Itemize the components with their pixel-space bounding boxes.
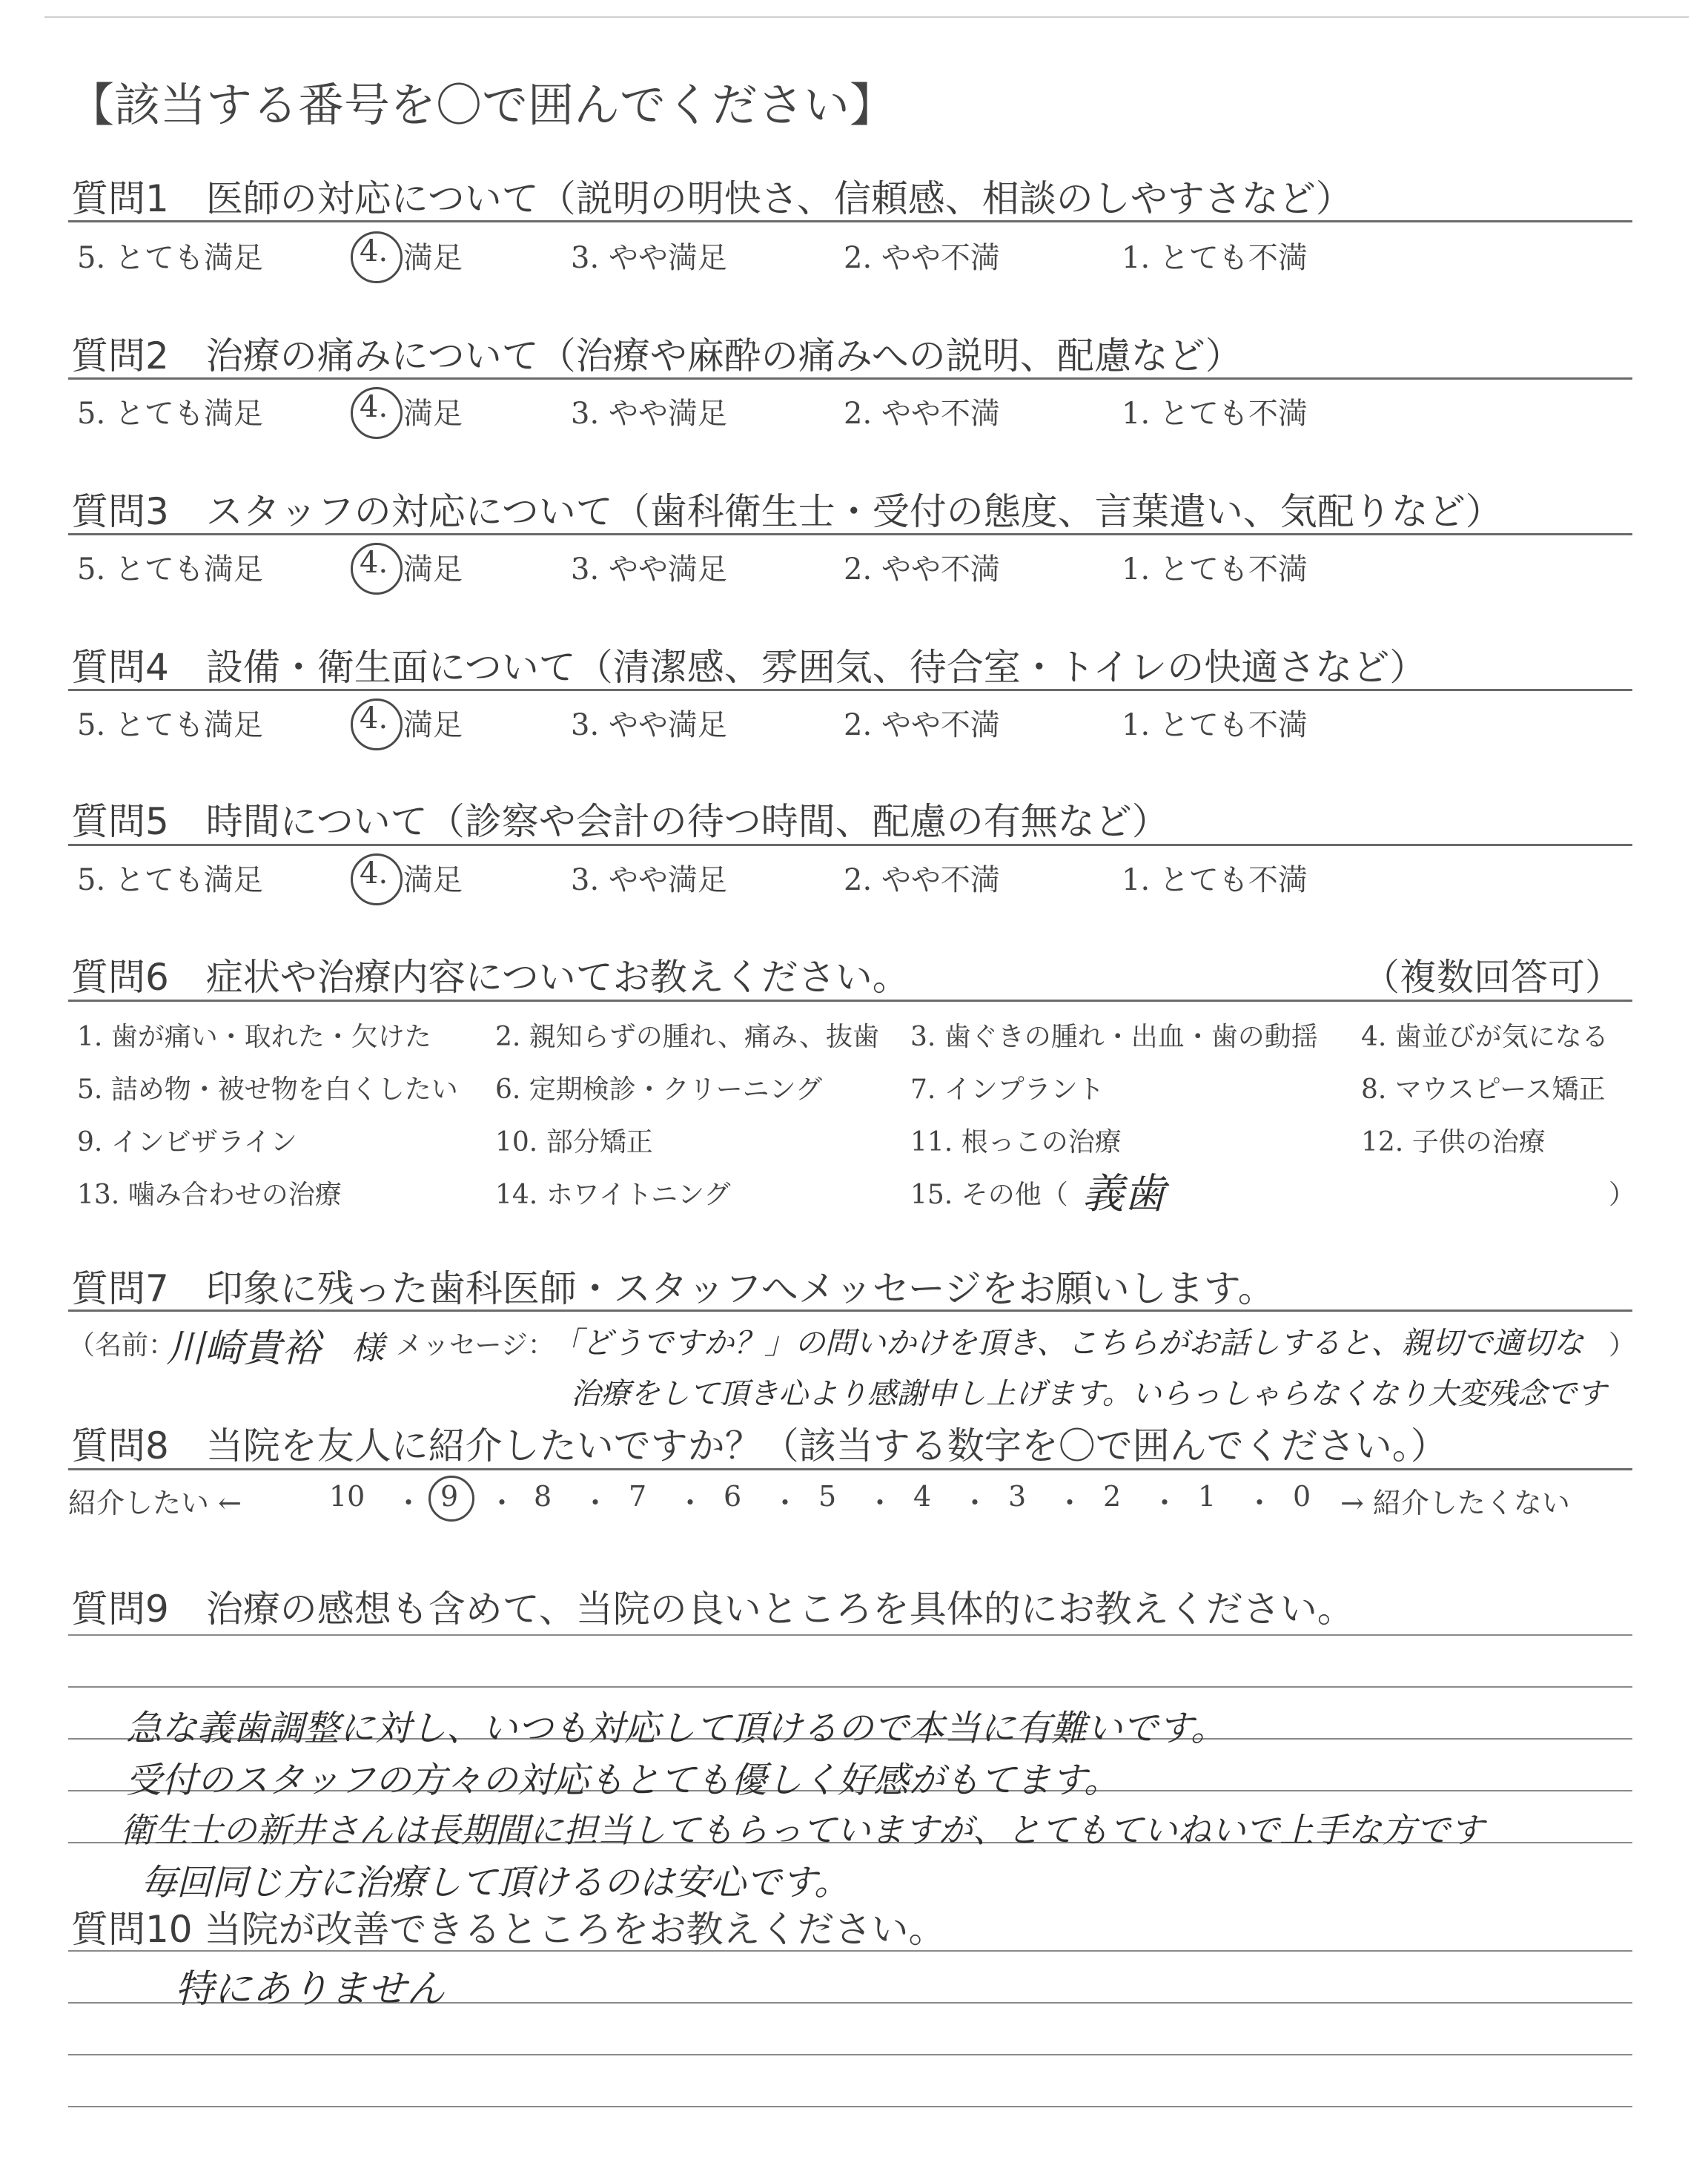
q8-scale-dot: ・ — [581, 1487, 610, 1519]
q8-scale-3: 3 — [1008, 1480, 1027, 1513]
q6-option-6: 6. 定期検診・クリーニング — [495, 1074, 823, 1105]
q10-answer-line — [68, 1950, 1632, 1952]
q8-scale-2: 2 — [1103, 1480, 1122, 1513]
q3-option-5: 5. とても満足 — [77, 552, 263, 587]
q8-scale-dot: ・ — [771, 1487, 800, 1519]
q8-scale-dot: ・ — [394, 1487, 423, 1519]
q6-option-9: 9. インビザライン — [77, 1127, 297, 1157]
q8-left-label: 紹介したい ← — [68, 1487, 242, 1519]
q9-answer-line — [68, 1634, 1632, 1636]
q5-option-4: 4. — [360, 856, 388, 891]
q4-option-4-label: 満足 — [403, 708, 463, 742]
q6-option-11: 11. 根っこの治療 — [910, 1127, 1122, 1157]
q7-name-suffix: 様 — [351, 1330, 384, 1367]
q8-scale-dot: ・ — [961, 1487, 990, 1519]
q10-answer-line — [68, 2054, 1632, 2055]
q3-option-3: 3. やや満足 — [571, 552, 727, 587]
question-6-note: （複数回答可） — [1363, 956, 1622, 999]
question-5-title: 質問5 時間について（診察や会計の待つ時間、配慮の有無など） — [71, 800, 1169, 843]
q5-option-3: 3. やや満足 — [571, 863, 727, 897]
q1-option-5: 5. とても満足 — [77, 241, 263, 275]
q8-scale-10: 10 — [329, 1480, 365, 1513]
q8-scale-dot: ・ — [866, 1487, 895, 1519]
q6-option-2: 2. 親知らずの腫れ、痛み、抜歯 — [495, 1022, 880, 1052]
q2-option-4-label: 満足 — [403, 397, 463, 431]
q6-option-8: 8. マウスピース矯正 — [1361, 1074, 1606, 1105]
question-4-rule — [68, 689, 1632, 691]
q9-answer-line — [68, 1686, 1632, 1688]
q3-option-2: 2. やや不満 — [844, 552, 1000, 587]
q1-option-3: 3. やや満足 — [571, 241, 727, 275]
q5-option-5: 5. とても満足 — [77, 863, 263, 897]
question-2-rule — [68, 377, 1632, 380]
q6-option-3: 3. 歯ぐきの腫れ・出血・歯の動揺 — [910, 1022, 1318, 1052]
q9-answer-line-4: 毎回同じ方に治療して頂けるのは安心です。 — [141, 1862, 850, 1903]
q9-answer-line-1: 急な義歯調整に対し、いつも対応して頂けるので本当に有難いです。 — [126, 1708, 1227, 1749]
q2-option-4: 4. — [360, 390, 388, 424]
q8-scale-dot: ・ — [488, 1487, 517, 1519]
q7-name-label: （名前： — [68, 1330, 176, 1361]
q3-option-1: 1. とても不満 — [1122, 552, 1308, 587]
q8-scale-dot: ・ — [1056, 1487, 1085, 1519]
q6-option-12: 12. 子供の治療 — [1361, 1127, 1546, 1157]
q8-scale-1: 1 — [1198, 1480, 1217, 1513]
q8-scale-0: 0 — [1293, 1480, 1311, 1513]
q6-option-5: 5. 詰め物・被せ物を白くしたい — [77, 1074, 458, 1105]
q1-option-4: 4. — [360, 234, 388, 268]
q6-option-10: 10. 部分矯正 — [495, 1127, 653, 1157]
q4-option-5: 5. とても満足 — [77, 708, 263, 742]
q4-option-3: 3. やや満足 — [571, 708, 727, 742]
q8-scale-6: 6 — [724, 1480, 742, 1513]
page-top-border — [44, 16, 1689, 18]
q5-option-4-label: 満足 — [403, 863, 463, 897]
question-8-title: 質問8 当院を友人に紹介したいですか？（該当する数字を〇で囲んでください。） — [71, 1424, 1448, 1467]
q4-option-4: 4. — [360, 701, 388, 736]
page-header: 【該当する番号を〇で囲んでください】 — [68, 78, 896, 132]
question-9-title: 質問9 治療の感想も含めて、当院の良いところを具体的にお教えください。 — [71, 1588, 1354, 1631]
q10-answer-line — [68, 2106, 1632, 2107]
q7-message-line-1: 「どうですか？」の問いかけを頂き、こちらがお話しすると、親切で適切な — [552, 1325, 1584, 1361]
q8-scale-9: 9 — [440, 1480, 459, 1513]
q5-option-1: 1. とても不満 — [1122, 863, 1308, 897]
q7-close-paren: ） — [1609, 1330, 1636, 1361]
q2-option-2: 2. やや不満 — [844, 397, 1000, 431]
question-2-title: 質問2 治療の痛みについて（治療や麻酔の痛みへの説明、配慮など） — [71, 334, 1242, 377]
q6-option-15: 15. その他（ — [910, 1180, 1068, 1210]
q1-option-1: 1. とても不満 — [1122, 241, 1308, 275]
question-3-rule — [68, 533, 1632, 535]
q8-right-label: → 紹介したくない — [1340, 1487, 1570, 1519]
question-7-title: 質問7 印象に残った歯科医師・スタッフへメッセージをお願いします。 — [71, 1267, 1275, 1310]
q1-option-4-label: 満足 — [403, 241, 463, 275]
question-6-title: 質問6 症状や治療内容についてお教えください。 — [71, 956, 910, 999]
q7-message-line-2: 治療をして頂き心より感謝申し上げます。いらっしゃらなくなり大変残念です — [571, 1377, 1606, 1411]
q4-option-1: 1. とても不満 — [1122, 708, 1308, 742]
question-7-rule — [68, 1309, 1632, 1312]
q5-option-2: 2. やや不満 — [844, 863, 1000, 897]
question-1-rule — [68, 220, 1632, 222]
q8-scale-8: 8 — [534, 1480, 552, 1513]
q9-answer-line-3: 衛生士の新井さんは長期間に担当してもらっていますが、とてもていねいで上手な方です — [120, 1810, 1484, 1850]
q8-scale-dot: ・ — [676, 1487, 705, 1519]
q2-option-1: 1. とても不満 — [1122, 397, 1308, 431]
q2-option-5: 5. とても満足 — [77, 397, 263, 431]
q6-other-handwritten: 義歯 — [1082, 1170, 1165, 1218]
q1-option-2: 2. やや不満 — [844, 241, 1000, 275]
q6-option-1: 1. 歯が痛い・取れた・欠けた — [77, 1022, 431, 1052]
question-3-title: 質問3 スタッフの対応について（歯科衛生士・受付の態度、言葉遣い、気配りなど） — [71, 490, 1503, 533]
q3-option-4: 4. — [360, 546, 388, 580]
q2-option-3: 3. やや満足 — [571, 397, 727, 431]
q9-answer-line-2: 受付のスタッフの方々の対応もとても優しく好感がもてます。 — [126, 1760, 1120, 1801]
q7-message-label: メッセージ： — [396, 1330, 555, 1361]
question-10-title: 質問10 当院が改善できるところをお教えください。 — [71, 1908, 946, 1951]
question-4-title: 質問4 設備・衛生面について（清潔感、雰囲気、待合室・トイレの快適さなど） — [71, 646, 1427, 689]
q4-option-2: 2. やや不満 — [844, 708, 1000, 742]
q8-scale-7: 7 — [629, 1480, 647, 1513]
q6-option-4: 4. 歯並びが気になる — [1361, 1022, 1609, 1052]
q8-scale-4: 4 — [913, 1480, 932, 1513]
q7-name-value: 川崎貴裕 — [166, 1327, 321, 1371]
q6-option-15-close: ） — [1609, 1180, 1636, 1210]
q8-scale-5: 5 — [818, 1480, 837, 1513]
q3-option-4-label: 満足 — [403, 552, 463, 587]
question-5-rule — [68, 844, 1632, 846]
question-1-title: 質問1 医師の対応について（説明の明快さ、信頼感、相談のしやすさなど） — [71, 177, 1353, 220]
q6-option-13: 13. 噛み合わせの治療 — [77, 1180, 342, 1210]
question-8-rule — [68, 1468, 1632, 1470]
q8-scale-dot: ・ — [1151, 1487, 1179, 1519]
q6-option-7: 7. インプラント — [910, 1074, 1105, 1105]
q10-answer: 特にありません — [175, 1967, 446, 2012]
q6-option-14: 14. ホワイトニング — [495, 1180, 731, 1210]
q8-scale-dot: ・ — [1245, 1487, 1274, 1519]
question-6-rule — [68, 1000, 1632, 1002]
